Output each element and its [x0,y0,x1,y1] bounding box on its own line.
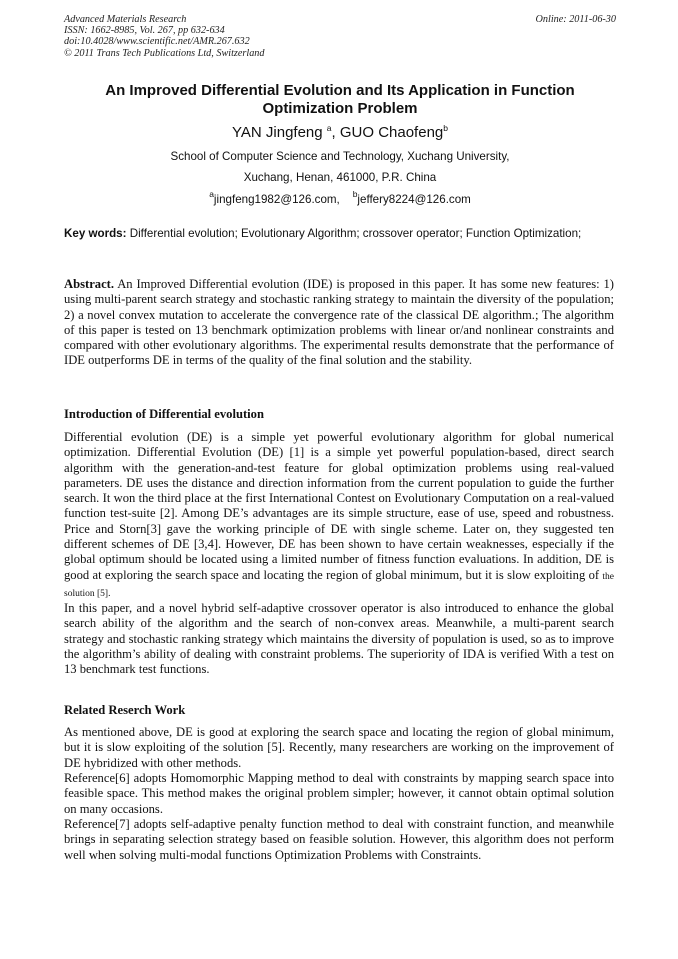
title-line-2: Optimization Problem [262,100,418,117]
intro-p1-text: Differential evolution (DE) is a simple yet powerful evolutionary algorithm for global numerical optimization. Differential Evolution (DE) [1] is a simple yet powerful population-based, direct search algorithm with the generation-and-test feature for global optimization problems using real-valued parameters. DE uses the distance and direction information from the current population to guide the further search. It won the third place at the first International Contest on Evolutionary Computation on a real-valued function test-suite [2]. Among DE’s advantages are its simple structure, ease of use, speed and robustness. Price and Storn[3] gave the working principle of DE with single scheme. Later on, they suggested ten different schemes of DE [3,4]. However, DE has been shown to have certain weaknesses, especially if the global optimum should be located using a limited number of fitness function evaluations. In addition, DE is good at exploring the search space and locating the region of global minimum, but it is slow exploiting of [64,430,614,582]
email-a: jingfeng1982@126.com, [213,193,340,206]
intro-paragraph-2: In this paper, and a novel hybrid self-adaptive crossover operator is also introduced to enhance the global search ability of the algorithm and the search of non-convex areas. Meanwhile, a multi-parent search strategy and stochastic ranking strategy which maintains the diversity of population is used, so as to improve the algorithm’s ability of dealing with constraint problems. The superiority of IDA is verified With a test on 13 benchmark test functions. [64,601,614,677]
related-paragraph-2: Reference[6] adopts Homomorphic Mapping method to deal with constraints by mapping search space into feasible space. This method makes the original problem simpler; however, it cannot obtain optimal solution on many occasions. [64,771,614,816]
abstract-text: An Improved Differential evolution (IDE) is proposed in this paper. It has some new features: 1) using multi-parent search strategy and stochastic ranking strategy to maintain the diversity of the population; 2) a novel convex mutation to accelerate the convergence rate of the classical DE algorithm.; The algorithm of this paper is tested on 13 benchmark optimization problems with linear or/and nonlinear constraints and compared with other evolutionary algorithms. The experimental results demonstrate that the performance of IDE outperforms DE in terms of the quality of the final solution and the stability. [64,277,614,368]
issn-line: ISSN: 1662-8985, Vol. 267, pp 632-634 [64,25,225,37]
email-a-sup: a [209,189,214,199]
author-line [64,124,616,142]
author-2-name: GUO Chaofeng [339,124,444,141]
author-separator: , [331,124,340,141]
email-line [64,189,616,207]
author-1-sup: a [326,123,332,133]
keywords [64,227,614,242]
title-line-1: An Improved Differential Evolution and Its Application in Function [105,82,575,99]
journal-name: Advanced Materials Research [64,14,187,25]
author-2-sup: b [443,123,448,133]
intro-paragraph-1 [64,430,614,602]
email-b-sup: b [352,189,358,199]
email-b: jeffery8224@126.com [357,193,471,206]
paper-title [64,82,616,118]
copyright-line: © 2011 Trans Tech Publications Ltd, Switzerland [64,47,265,59]
related-paragraph-3: Reference[7] adopts self-adaptive penalty function method to deal with constraint function, and meanwhile brings in separating selection strategy based on feasible solution. However, this algorithm does not perform well when solving multi-modal functions Optimization Problems with Constraints. [64,817,614,862]
affiliation-line-2: Xuchang, Henan, 461000, P.R. China [243,171,437,184]
intro-heading: Introduction of Differential evolution [64,407,264,421]
keywords-text: Differential evolution; Evolutionary Algorithm; crossover operator; Function Optimization; [129,227,582,240]
intro-p1-citation: the solution [5]. [64,571,614,599]
author-1-name: YAN Jingfeng [232,124,323,141]
doi-line: doi:10.4028/www.scientific.net/AMR.267.632 [64,36,250,48]
affiliation-line-1: School of Computer Science and Technology, Xuchang University, [170,150,510,163]
related-heading: Related Reserch Work [64,703,186,717]
related-paragraph-1: As mentioned above, DE is good at exploring the search space and locating the region of global minimum, but it is slow exploiting of the solution [5]. Recently, many researchers are working on the improvement of DE hybridized with other methods. [64,725,614,770]
journal-header [64,14,616,59]
abstract-label: Abstract. [64,277,115,291]
online-date: Online: 2011-06-30 [535,14,616,25]
abstract [64,277,614,369]
keywords-label: Key words: [64,227,127,240]
